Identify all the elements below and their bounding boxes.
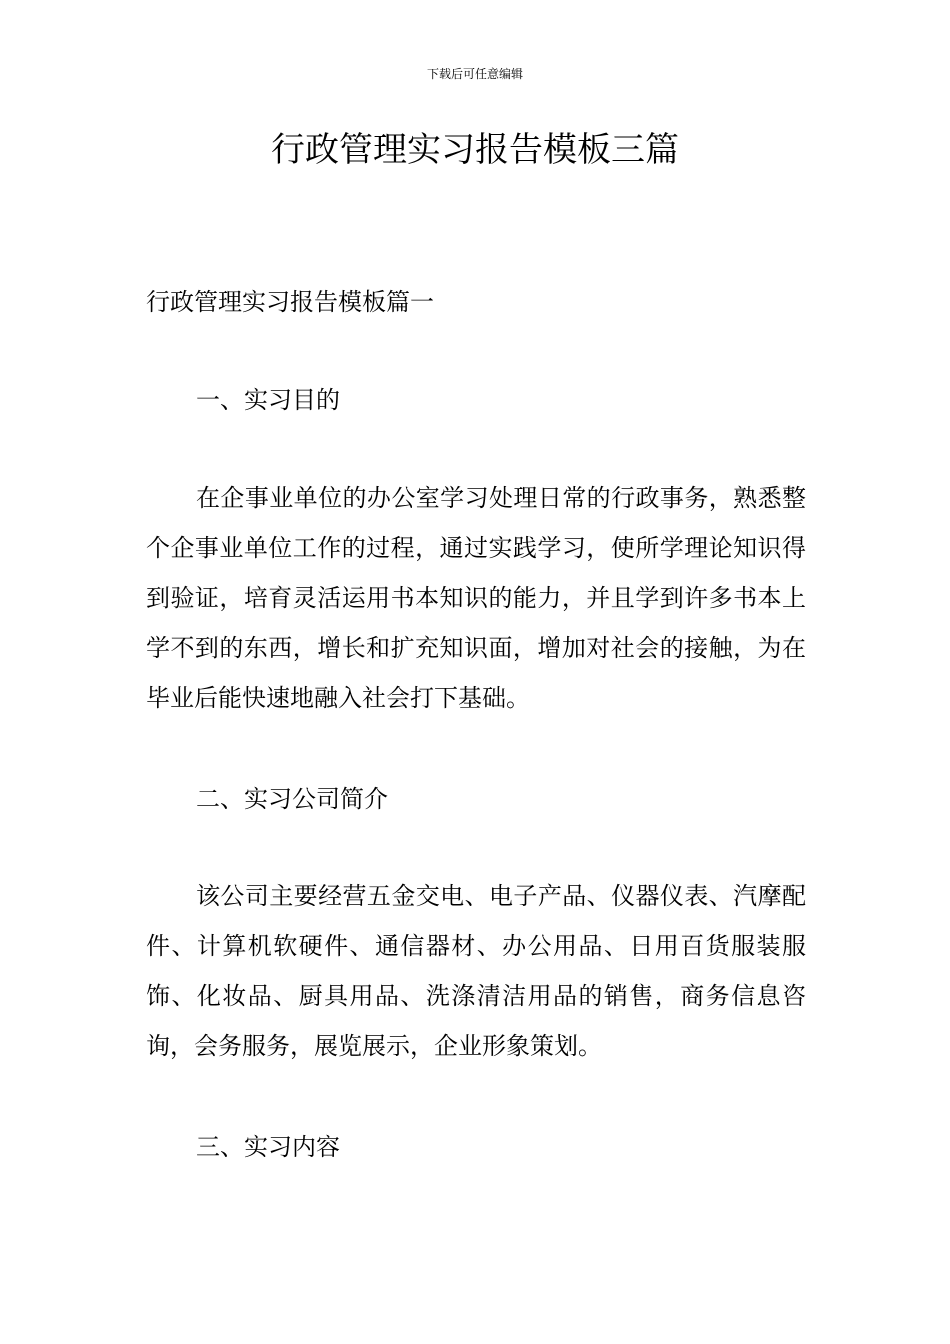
section-heading-content: 三、实习内容: [196, 1133, 340, 1161]
section-heading-purpose: 一、实习目的: [196, 386, 340, 414]
document-title: 行政管理实习报告模板三篇: [271, 130, 679, 170]
section-paragraph-purpose: 在企事业单位的办公室学习处理日常的行政事务，熟悉整个企事业单位工作的过程，通过实践学习，使所学理论知识得到验证，培育灵活运用书本知识的能力，并且学到许多书本上学不到的东西，增长和扩充知识面，增加对社会的接触，为在毕业后能快速地融入社会打下基础。: [146, 484, 806, 712]
page-header-note: 下载后可任意编辑: [426, 67, 523, 81]
section-heading-company: 二、实习公司简介: [196, 785, 388, 813]
document-subtitle: 行政管理实习报告模板篇一: [146, 288, 434, 316]
section-paragraph-company: 该公司主要经营五金交电、电子产品、仪器仪表、汽摩配件、计算机软硬件、通信器材、办公用品、日用百货服装服饰、化妆品、厨具用品、洗涤清洁用品的销售，商务信息咨询，会务服务，展览展示，企业形象策划。: [146, 882, 806, 1060]
